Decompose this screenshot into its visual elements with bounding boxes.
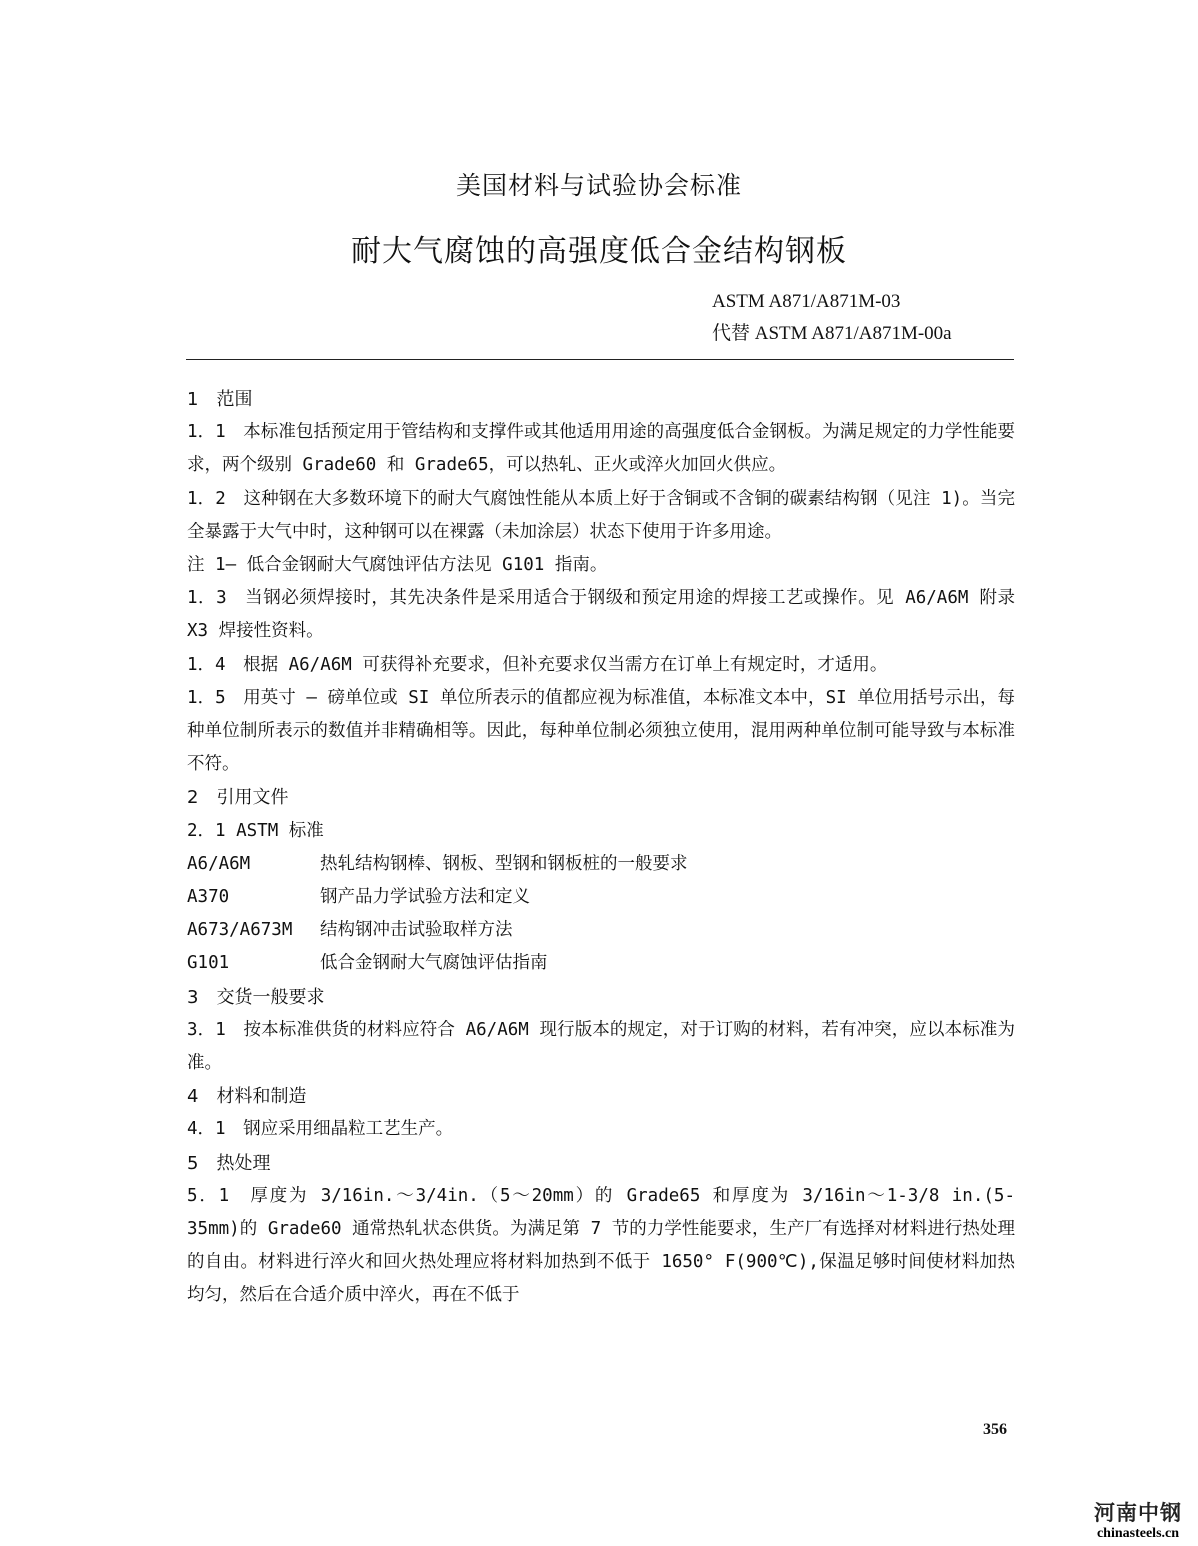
section-heading-5: 5 热处理 (187, 1152, 271, 1174)
reference-code: A6/A6M (187, 853, 251, 874)
clause-3-1: 3．1 按本标准供货的材料应符合 A6/A6M 现行版本的规定，对于订购的材料，若有冲突，应以本标准为准。 (187, 1019, 1015, 1074)
clause-1-1: 1．1 本标准包括预定用于管结构和支撑件或其他适用用途的高强度低合金钢板。为满足规定的力学性能要求，两个级别 Grade60 和 Grade65，可以热轧、正火或淬火加回火供应。 (187, 422, 1015, 476)
document-body (187, 383, 1015, 1313)
clause-1-2: 1．2 这种钢在大多数环境下的耐大气腐蚀性能从本质上好于含铜或不含铜的碳素结构钢（见注 1)。当完全暴露于大气中时，这种钢可以在裸露（未加涂层）状态下使用于许多用途。 (187, 488, 1015, 542)
clause-1-4: 1．4 根据 A6/A6M 可获得补充要求，但补充要求仅当需方在订单上有规定时，才适用。 (187, 654, 888, 675)
clause-1-3: 1．3 当钢必须焊接时，其先决条件是采用适合于钢级和预定用途的焊接工艺或操作。见 A6/A6M 附录 X3 焊接性资料。 (187, 588, 1015, 642)
clause-5-1: 5．1 厚度为 3/16in.～3/4in.（5～20mm）的 Grade65 和厚度为 3/16in～1-3/8 in.(5-35mm)的 Grade60 通常热轧状态供货。为满足第 7 节的力学性能要求，生产厂有选择对材料进行热处理的自由。材料进行淬火和回火热处理应将材料加热到不低于 1650° F(900℃),保温足够时间使材料加热均匀，然后在合适介质中淬火，再在不低于 (187, 1185, 1015, 1306)
clause-1-5: 1．5 用英寸 — 磅单位或 SI 单位所表示的值都应视为标准值，本标准文本中，SI 单位用括号示出，每种单位制所表示的数值并非精确相等。因此，每种单位制必须独立使用，混用两种单位制可能导致与本标准不符。 (187, 687, 1015, 775)
reference-row (187, 848, 1015, 881)
reference-code: A370 (187, 887, 230, 908)
section-heading-1: 1 范围 (187, 389, 253, 410)
clause-2-1: 2．1 ASTM 标准 (187, 820, 324, 841)
reference-code: G101 (187, 953, 230, 974)
watermark-url: chinasteels.cn (1096, 1526, 1180, 1541)
reference-row (187, 881, 1015, 914)
org-title: 美国材料与试验协会标准 (455, 171, 742, 200)
reference-title: 热轧结构钢棒、钢板、型钢和钢板桩的一般要求 (320, 853, 688, 874)
section-heading-3: 3 交货一般要求 (187, 986, 325, 1008)
section-heading-4: 4 材料和制造 (187, 1086, 307, 1108)
reference-row (187, 914, 1015, 947)
watermark-text: 河南中钢 (1094, 1501, 1182, 1525)
reference-row (187, 947, 1015, 980)
document-title: 耐大气腐蚀的高强度低合金结构钢板 (351, 234, 847, 269)
section-heading-2: 2 引用文件 (187, 787, 289, 809)
clause-4-1: 4．1 钢应采用细晶粒工艺生产。 (187, 1119, 454, 1140)
standard-code-block (712, 286, 952, 350)
reference-title: 低合金钢耐大气腐蚀评估指南 (320, 953, 548, 974)
header-divider (186, 359, 1014, 360)
reference-title: 钢产品力学试验方法和定义 (320, 887, 530, 908)
note-1: 注 1— 低合金钢耐大气腐蚀评估方法见 G101 指南。 (187, 555, 608, 576)
reference-code: A673/A673M (187, 920, 293, 941)
watermark-logo (1082, 1503, 1194, 1541)
reference-title: 结构钢冲击试验取样方法 (320, 920, 513, 941)
standard-code: ASTM A871/A871M-03 (712, 291, 901, 312)
replaces-code: 代替 ASTM A871/A871M-00a (712, 323, 952, 344)
page-number: 356 (983, 1421, 1007, 1438)
